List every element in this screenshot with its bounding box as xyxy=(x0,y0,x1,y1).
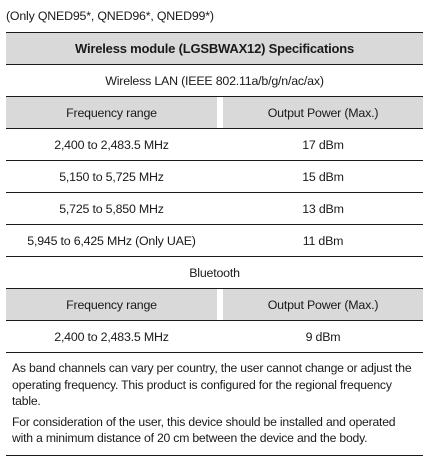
frequency-cell: 2,400 to 2,483.5 MHz xyxy=(54,329,169,344)
table-row xyxy=(6,192,423,224)
table-header-row xyxy=(6,288,423,320)
table-row xyxy=(6,160,423,192)
output-power-cell: 11 dBm xyxy=(302,233,344,248)
table-title: Wireless module (LGSBWAX12) Specifications xyxy=(6,33,423,64)
column-header-output-power: Output Power (Max.) xyxy=(223,97,423,128)
frequency-cell: 2,400 to 2,483.5 MHz xyxy=(54,137,169,152)
spec-table xyxy=(6,32,423,456)
note-paragraph: For consideration of the user, this device should be installed and operated with a minimum distance of 20 cm between the device and the body. xyxy=(12,414,396,445)
note-paragraph: As band channels can vary per country, the user cannot change or adjust the operating frequency. This product is configured for the regional frequency table. xyxy=(12,361,412,408)
column-header-output-power: Output Power (Max.) xyxy=(223,289,423,320)
section-title-bluetooth: Bluetooth xyxy=(6,256,423,288)
output-power-cell: 17 dBm xyxy=(302,137,344,152)
notes-box xyxy=(6,352,423,456)
model-note: (Only QNED95*, QNED96*, QNED99*) xyxy=(6,9,214,23)
frequency-cell: 5,945 to 6,425 MHz (Only UAE) xyxy=(27,233,196,248)
section-title-wlan: Wireless LAN (IEEE 802.11a/b/g/n/ac/ax) xyxy=(6,64,423,96)
output-power-cell: 13 dBm xyxy=(302,201,344,216)
column-header-frequency: Frequency range xyxy=(6,289,217,320)
table-row xyxy=(6,128,423,160)
table-row xyxy=(6,320,423,352)
table-row xyxy=(6,224,423,256)
frequency-cell: 5,150 to 5,725 MHz xyxy=(59,169,164,184)
column-header-frequency: Frequency range xyxy=(6,97,217,128)
output-power-cell: 15 dBm xyxy=(302,169,344,184)
table-header-row xyxy=(6,96,423,128)
output-power-cell: 9 dBm xyxy=(305,329,341,344)
frequency-cell: 5,725 to 5,850 MHz xyxy=(59,201,164,216)
